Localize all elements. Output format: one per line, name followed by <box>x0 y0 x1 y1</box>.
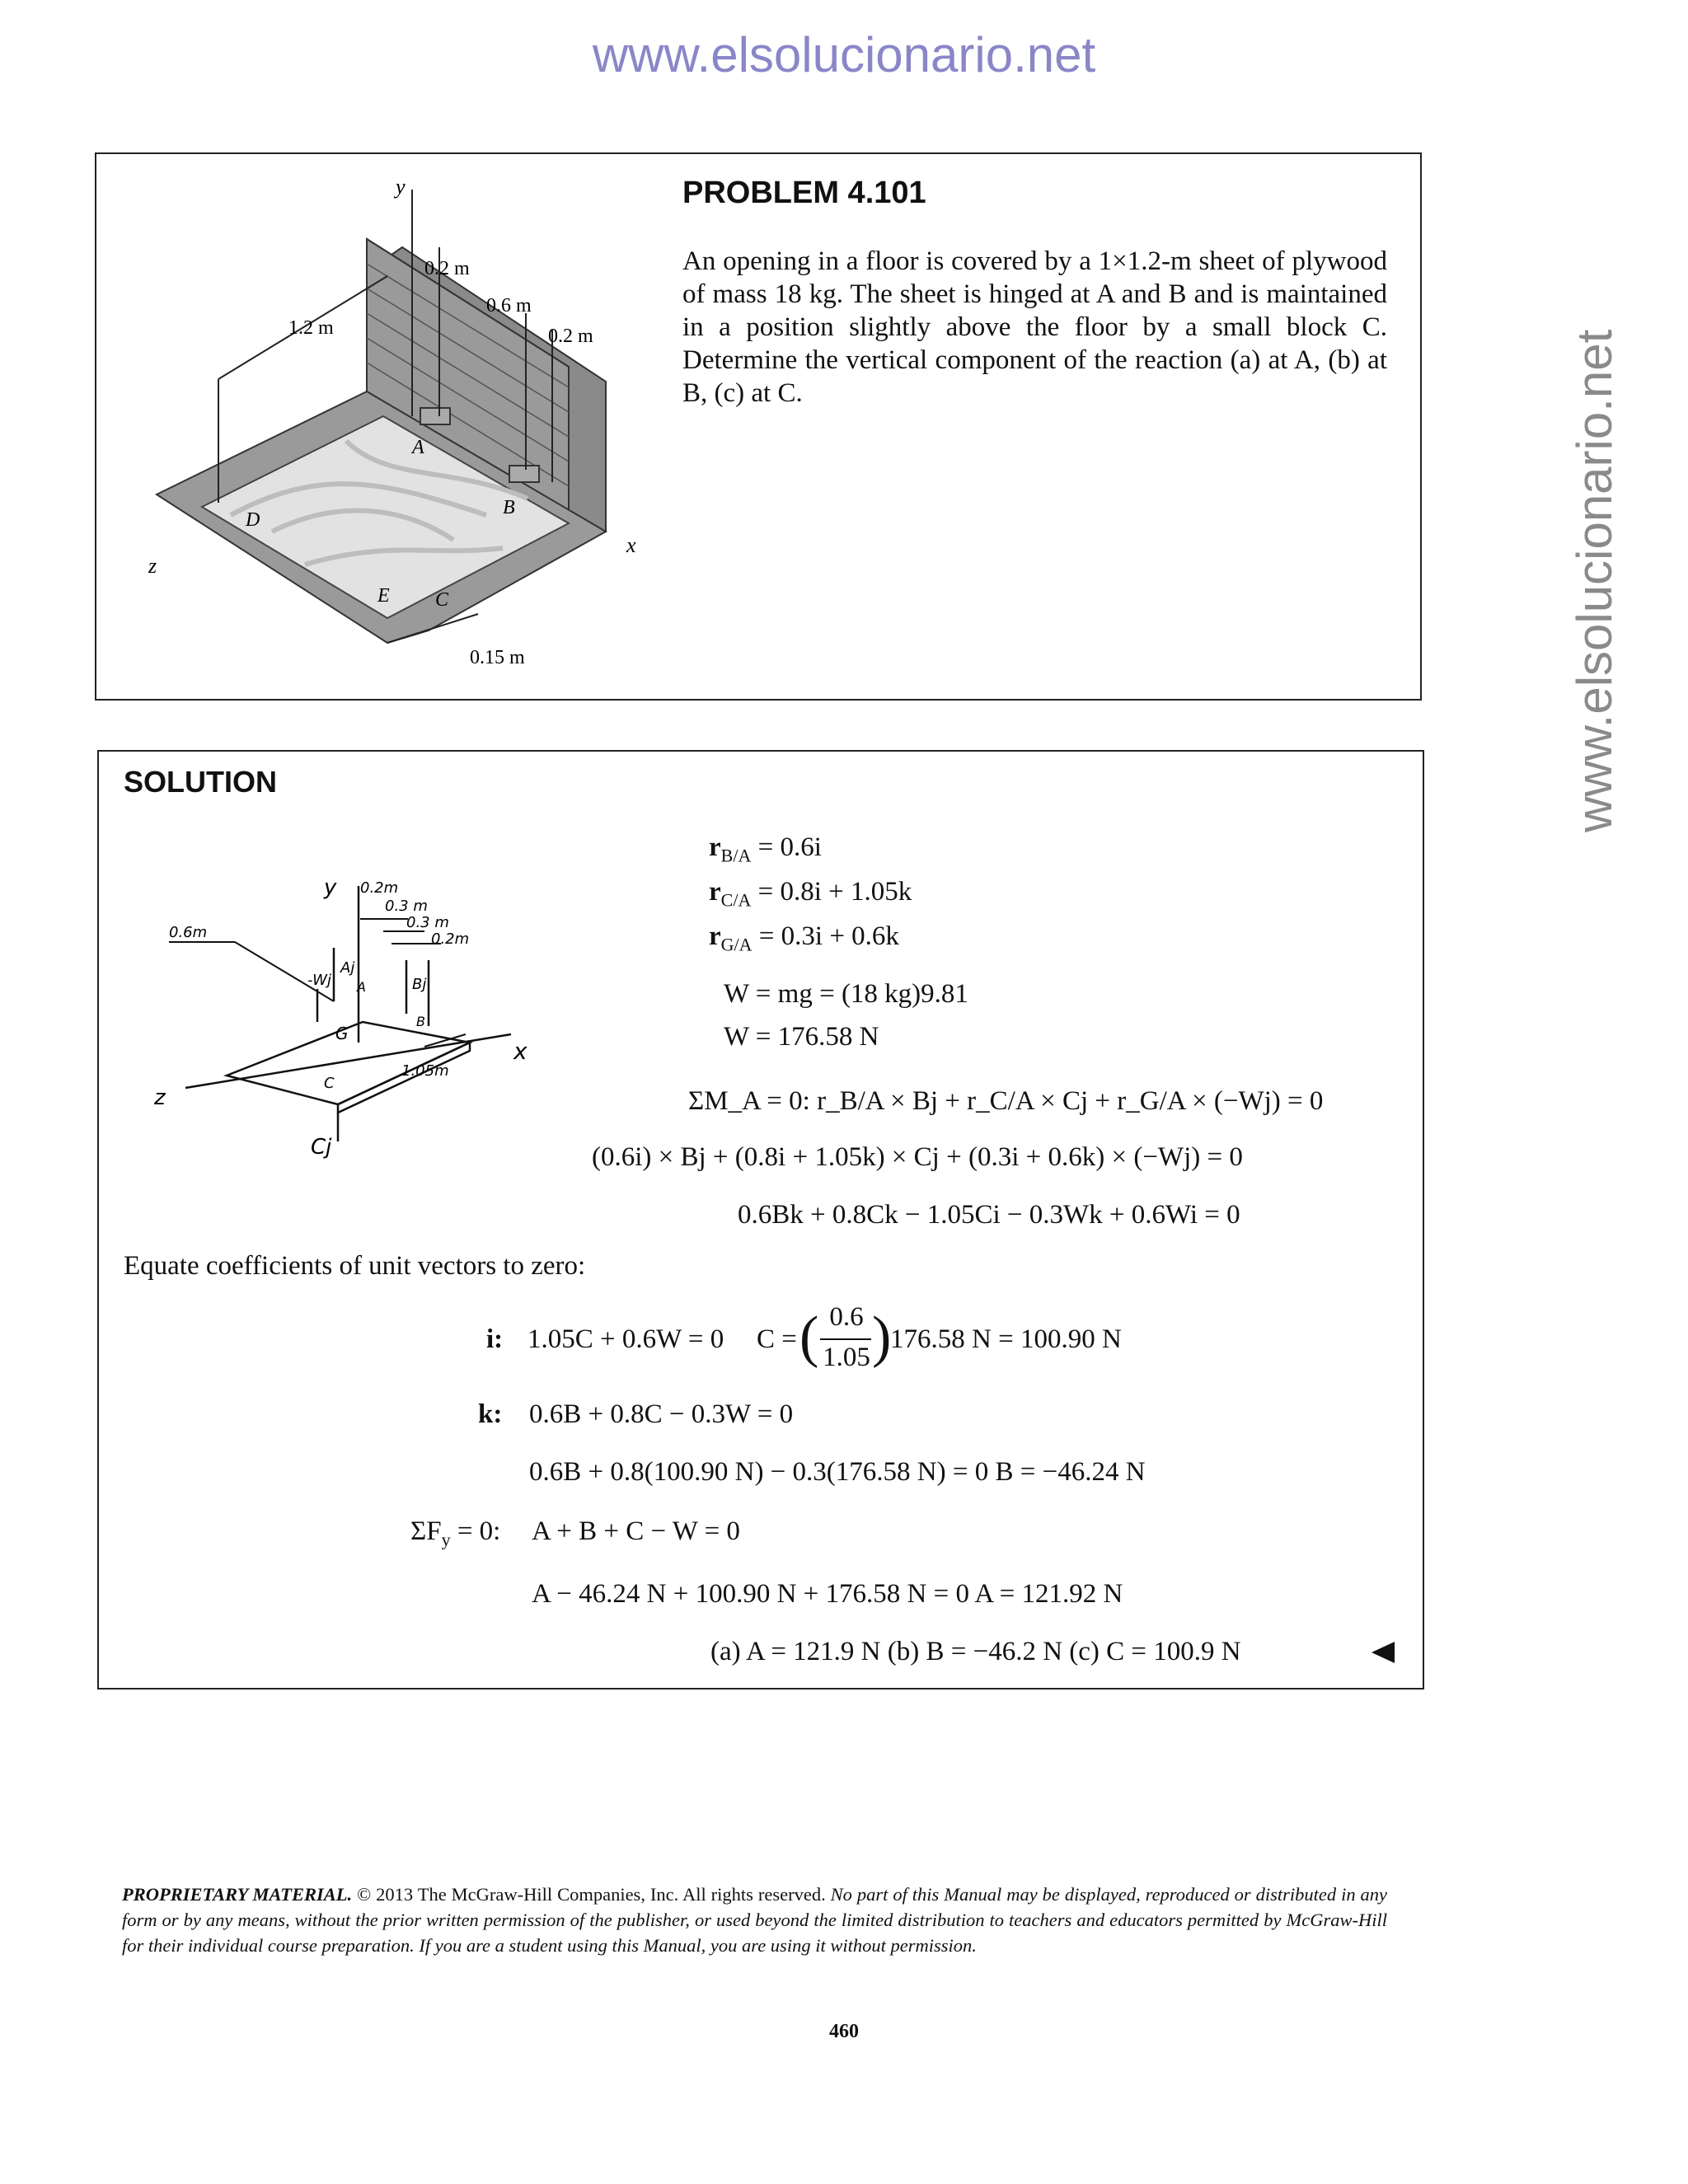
k-equation-2: 0.6B + 0.8(100.90 N) − 0.3(176.58 N) = 0 B = −46.24 N <box>529 1457 1146 1487</box>
fig-point-d: D <box>246 509 260 531</box>
sketch-d03a: 0.3 m <box>385 898 428 915</box>
k-equation-1: 0.6B + 0.8C − 0.3W = 0 <box>529 1399 794 1429</box>
fig-dim-12: 1.2 m <box>288 317 334 339</box>
fig-dim-02-left: 0.2 m <box>424 258 470 279</box>
fy-label: $\Sigma F_y = 0$: <box>410 1516 501 1550</box>
sketch-x: x <box>513 1038 528 1065</box>
weight-eq-2: W = 176.58 N <box>724 1022 879 1052</box>
fig-axis-z: z <box>148 554 157 578</box>
sketch-aj: Aj <box>340 959 355 977</box>
equate-text: Equate coefficients of unit vectors to zero: <box>124 1251 586 1281</box>
i-result: 176.58 N = 100.90 N <box>890 1324 1122 1354</box>
watermark-side: www.elsolucionario.net <box>1567 329 1622 832</box>
fraction-numerator: 0.6 <box>829 1302 864 1332</box>
solution-sketch <box>144 869 556 1183</box>
page-number: 460 <box>829 2021 859 2042</box>
sketch-c: C <box>324 1075 335 1092</box>
weight-eq-1: W = mg = (18 kg)9.81 <box>724 979 968 1009</box>
sketch-a: A <box>357 979 366 995</box>
moment-eq-3: 0.6Bk + 0.8Ck − 1.05Ci − 0.3Wk + 0.6Wi = 0 <box>738 1200 1240 1230</box>
i-equation: 1.05C + 0.6W = 0 <box>528 1324 724 1354</box>
fig-point-e: E <box>377 585 390 607</box>
hinge-b <box>509 466 539 482</box>
sketch-wj: -Wj <box>307 972 331 989</box>
answer-marker-icon <box>1370 1640 1398 1665</box>
sketch-cj: Cj <box>311 1135 332 1160</box>
paren-right: ) <box>872 1305 892 1369</box>
fig-point-b: B <box>503 497 515 518</box>
problem-title: PROBLEM 4.101 <box>682 176 926 210</box>
footer-notice: PROPRIETARY MATERIAL. © 2013 The McGraw-Hill Companies, Inc. All rights reserved. No part of this Manual may be displayed, reproduced or distributed in any form or by any means, without the prior written permission of the publisher, or used beyond the limited distribution to teachers and educators permitted by McGraw-Hill for their individual course preparation. If you are a student using this Manual, you are using it without permission. <box>122 1884 1388 1956</box>
sketch-bj: Bj <box>412 976 427 993</box>
fig-dim-02-right: 0.2 m <box>548 326 593 347</box>
k-label: k: <box>478 1399 503 1429</box>
moment-eq-2: (0.6i) × Bj + (0.8i + 1.05k) × Cj + (0.3i + 0.6k) × (−Wj) = 0 <box>592 1142 1243 1172</box>
moment-eq-1: ΣM_A = 0: r_B/A × Bj + r_C/A × Cj + r_G/A × (−Wj) = 0 <box>688 1086 1324 1116</box>
problem-text: An opening in a floor is covered by a 1×1.2-m sheet of plywood of mass 18 kg. The sheet is hinged at A and B and is maintained in a position slightly above the floor by a small block C. Determine the vertical component of the reaction (a) at A, (b) at B, (c) at C. <box>682 246 1387 408</box>
hinge-a <box>420 408 450 424</box>
problem-figure <box>140 169 651 680</box>
sketch-d03b: 0.3 m <box>406 914 449 931</box>
i-c-label: C = <box>757 1324 797 1354</box>
paren-left: ( <box>799 1305 819 1369</box>
final-answer: (a) A = 121.9 N (b) B = −46.2 N (c) C = 100.9 N <box>710 1637 1241 1666</box>
fig-point-c: C <box>435 589 449 611</box>
sketch-d02: 0.2m <box>360 879 399 897</box>
sketch-z: z <box>154 1085 166 1110</box>
solution-title: SOLUTION <box>124 765 277 799</box>
fy-equation-2: A − 46.24 N + 100.90 N + 176.58 N = 0 A = 121.92 N <box>532 1579 1123 1609</box>
fig-dim-06: 0.6 m <box>486 295 532 316</box>
sketch-d105: 1.05m <box>401 1062 449 1080</box>
vector-rga: $r_{G/A} = 0.3i + 0.6k$ <box>709 921 899 955</box>
fig-point-a: A <box>412 437 424 458</box>
fraction-denominator: 1.05 <box>823 1343 870 1372</box>
sketch-d02b: 0.2m <box>431 930 470 948</box>
vector-rca: $r_{C/A} = 0.8i + 1.05k$ <box>709 877 912 911</box>
sketch-b: B <box>416 1014 425 1029</box>
sketch-y: y <box>324 875 337 900</box>
vector-rba: $r_{B/A} = 0.6i$ <box>709 832 822 866</box>
sketch-g: G <box>335 1024 349 1043</box>
i-label: i: <box>486 1324 504 1354</box>
sketch-d06: 0.6m <box>169 924 208 941</box>
fig-dim-015: 0.15 m <box>470 647 525 668</box>
fy-equation-1: A + B + C − W = 0 <box>532 1516 740 1546</box>
fig-axis-x: x <box>626 533 636 557</box>
fig-axis-y: y <box>396 175 406 199</box>
watermark-top: www.elsolucionario.net <box>592 27 1096 82</box>
fraction-bar <box>820 1338 871 1340</box>
